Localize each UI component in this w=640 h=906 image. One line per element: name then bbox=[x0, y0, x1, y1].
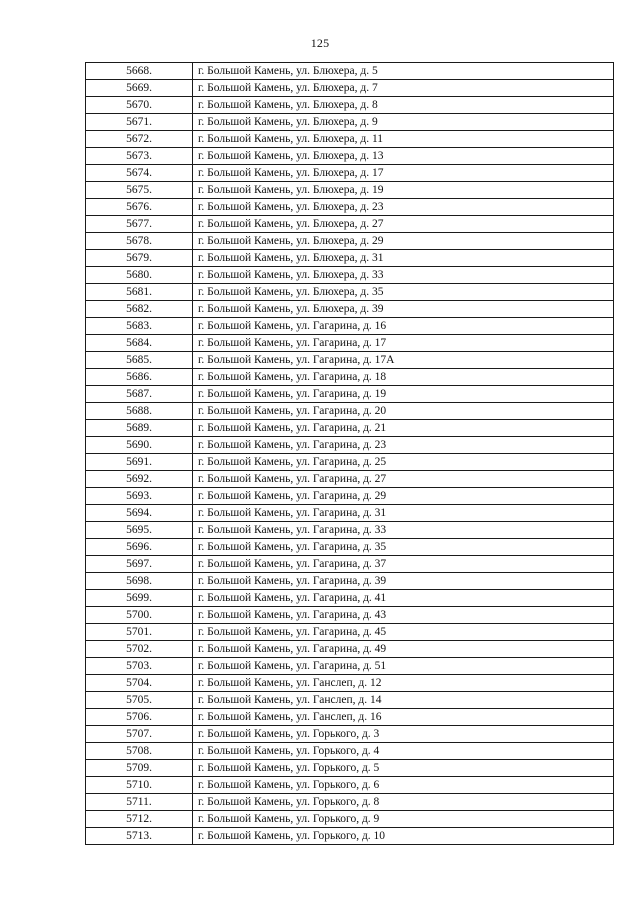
table-row bbox=[86, 777, 614, 794]
address-cell: г. Большой Камень, ул. Гагарина, д. 29 bbox=[193, 488, 614, 505]
table-row bbox=[86, 131, 614, 148]
row-number-cell: 5668. bbox=[86, 63, 193, 80]
row-number-cell: 5684. bbox=[86, 335, 193, 352]
address-cell: г. Большой Камень, ул. Блюхера, д. 35 bbox=[193, 284, 614, 301]
table-row bbox=[86, 760, 614, 777]
address-cell: г. Большой Камень, ул. Гагарина, д. 23 bbox=[193, 437, 614, 454]
row-number-cell: 5704. bbox=[86, 675, 193, 692]
address-cell: г. Большой Камень, ул. Гагарина, д. 35 bbox=[193, 539, 614, 556]
row-number-cell: 5675. bbox=[86, 182, 193, 199]
address-cell: г. Большой Камень, ул. Гагарина, д. 49 bbox=[193, 641, 614, 658]
table-row bbox=[86, 539, 614, 556]
address-cell: г. Большой Камень, ул. Блюхера, д. 11 bbox=[193, 131, 614, 148]
table-row bbox=[86, 692, 614, 709]
table-row bbox=[86, 335, 614, 352]
address-cell: г. Большой Камень, ул. Блюхера, д. 23 bbox=[193, 199, 614, 216]
address-table bbox=[85, 62, 614, 845]
table-row bbox=[86, 250, 614, 267]
page-number: 125 bbox=[310, 36, 330, 50]
address-cell: г. Большой Камень, ул. Блюхера, д. 39 bbox=[193, 301, 614, 318]
table-row bbox=[86, 794, 614, 811]
table-row bbox=[86, 624, 614, 641]
address-cell: г. Большой Камень, ул. Гагарина, д. 17А bbox=[193, 352, 614, 369]
table-row bbox=[86, 369, 614, 386]
row-number-cell: 5677. bbox=[86, 216, 193, 233]
address-cell: г. Большой Камень, ул. Гагарина, д. 18 bbox=[193, 369, 614, 386]
address-cell: г. Большой Камень, ул. Горького, д. 3 bbox=[193, 726, 614, 743]
address-cell: г. Большой Камень, ул. Гагарина, д. 37 bbox=[193, 556, 614, 573]
address-cell: г. Большой Камень, ул. Гагарина, д. 21 bbox=[193, 420, 614, 437]
row-number-cell: 5697. bbox=[86, 556, 193, 573]
address-cell: г. Большой Камень, ул. Гагарина, д. 25 bbox=[193, 454, 614, 471]
table-row bbox=[86, 590, 614, 607]
table-row bbox=[86, 301, 614, 318]
row-number-cell: 5690. bbox=[86, 437, 193, 454]
table-row bbox=[86, 63, 614, 80]
address-cell: г. Большой Камень, ул. Блюхера, д. 29 bbox=[193, 233, 614, 250]
table-row bbox=[86, 403, 614, 420]
row-number-cell: 5693. bbox=[86, 488, 193, 505]
address-cell: г. Большой Камень, ул. Ганслеп, д. 14 bbox=[193, 692, 614, 709]
row-number-cell: 5703. bbox=[86, 658, 193, 675]
address-cell: г. Большой Камень, ул. Гагарина, д. 20 bbox=[193, 403, 614, 420]
table-row bbox=[86, 216, 614, 233]
table-row bbox=[86, 607, 614, 624]
address-cell: г. Большой Камень, ул. Блюхера, д. 17 bbox=[193, 165, 614, 182]
address-cell: г. Большой Камень, ул. Гагарина, д. 27 bbox=[193, 471, 614, 488]
table-row bbox=[86, 97, 614, 114]
table-row bbox=[86, 148, 614, 165]
address-cell: г. Большой Камень, ул. Гагарина, д. 16 bbox=[193, 318, 614, 335]
address-cell: г. Большой Камень, ул. Горького, д. 5 bbox=[193, 760, 614, 777]
address-cell: г. Большой Камень, ул. Блюхера, д. 8 bbox=[193, 97, 614, 114]
row-number-cell: 5692. bbox=[86, 471, 193, 488]
row-number-cell: 5701. bbox=[86, 624, 193, 641]
row-number-cell: 5686. bbox=[86, 369, 193, 386]
table-row bbox=[86, 726, 614, 743]
table-row bbox=[86, 454, 614, 471]
address-cell: г. Большой Камень, ул. Блюхера, д. 7 bbox=[193, 80, 614, 97]
table-row bbox=[86, 437, 614, 454]
address-cell: г. Большой Камень, ул. Блюхера, д. 9 bbox=[193, 114, 614, 131]
table-row bbox=[86, 675, 614, 692]
table-row bbox=[86, 233, 614, 250]
address-cell: г. Большой Камень, ул. Блюхера, д. 27 bbox=[193, 216, 614, 233]
row-number-cell: 5685. bbox=[86, 352, 193, 369]
address-cell: г. Большой Камень, ул. Ганслеп, д. 12 bbox=[193, 675, 614, 692]
table-row bbox=[86, 505, 614, 522]
address-cell: г. Большой Камень, ул. Гагарина, д. 31 bbox=[193, 505, 614, 522]
address-cell: г. Большой Камень, ул. Горького, д. 6 bbox=[193, 777, 614, 794]
table-row bbox=[86, 828, 614, 845]
table-row bbox=[86, 556, 614, 573]
row-number-cell: 5682. bbox=[86, 301, 193, 318]
row-number-cell: 5673. bbox=[86, 148, 193, 165]
row-number-cell: 5680. bbox=[86, 267, 193, 284]
row-number-cell: 5681. bbox=[86, 284, 193, 301]
table-row bbox=[86, 709, 614, 726]
row-number-cell: 5698. bbox=[86, 573, 193, 590]
row-number-cell: 5713. bbox=[86, 828, 193, 845]
address-cell: г. Большой Камень, ул. Гагарина, д. 19 bbox=[193, 386, 614, 403]
address-cell: г. Большой Камень, ул. Гагарина, д. 33 bbox=[193, 522, 614, 539]
row-number-cell: 5710. bbox=[86, 777, 193, 794]
address-cell: г. Большой Камень, ул. Гагарина, д. 41 bbox=[193, 590, 614, 607]
row-number-cell: 5672. bbox=[86, 131, 193, 148]
address-cell: г. Большой Камень, ул. Ганслеп, д. 16 bbox=[193, 709, 614, 726]
row-number-cell: 5689. bbox=[86, 420, 193, 437]
table-row bbox=[86, 420, 614, 437]
row-number-cell: 5687. bbox=[86, 386, 193, 403]
address-cell: г. Большой Камень, ул. Горького, д. 9 bbox=[193, 811, 614, 828]
row-number-cell: 5706. bbox=[86, 709, 193, 726]
row-number-cell: 5709. bbox=[86, 760, 193, 777]
row-number-cell: 5699. bbox=[86, 590, 193, 607]
table-row bbox=[86, 114, 614, 131]
table-row bbox=[86, 488, 614, 505]
row-number-cell: 5671. bbox=[86, 114, 193, 131]
row-number-cell: 5679. bbox=[86, 250, 193, 267]
table-row bbox=[86, 641, 614, 658]
row-number-cell: 5691. bbox=[86, 454, 193, 471]
address-cell: г. Большой Камень, ул. Блюхера, д. 13 bbox=[193, 148, 614, 165]
table-row bbox=[86, 471, 614, 488]
table-row bbox=[86, 573, 614, 590]
table-row bbox=[86, 658, 614, 675]
table-row bbox=[86, 165, 614, 182]
address-cell: г. Большой Камень, ул. Блюхера, д. 5 bbox=[193, 63, 614, 80]
row-number-cell: 5705. bbox=[86, 692, 193, 709]
row-number-cell: 5694. bbox=[86, 505, 193, 522]
row-number-cell: 5707. bbox=[86, 726, 193, 743]
table-row bbox=[86, 318, 614, 335]
row-number-cell: 5683. bbox=[86, 318, 193, 335]
address-cell: г. Большой Камень, ул. Гагарина, д. 51 bbox=[193, 658, 614, 675]
row-number-cell: 5670. bbox=[86, 97, 193, 114]
table-row bbox=[86, 284, 614, 301]
table-row bbox=[86, 352, 614, 369]
table-row bbox=[86, 80, 614, 97]
address-cell: г. Большой Камень, ул. Горького, д. 10 bbox=[193, 828, 614, 845]
address-table-body bbox=[86, 63, 614, 845]
table-row bbox=[86, 522, 614, 539]
address-cell: г. Большой Камень, ул. Горького, д. 8 bbox=[193, 794, 614, 811]
row-number-cell: 5708. bbox=[86, 743, 193, 760]
address-cell: г. Большой Камень, ул. Блюхера, д. 19 bbox=[193, 182, 614, 199]
row-number-cell: 5669. bbox=[86, 80, 193, 97]
address-cell: г. Большой Камень, ул. Гагарина, д. 17 bbox=[193, 335, 614, 352]
table-row bbox=[86, 182, 614, 199]
table-row bbox=[86, 743, 614, 760]
row-number-cell: 5678. bbox=[86, 233, 193, 250]
address-cell: г. Большой Камень, ул. Гагарина, д. 45 bbox=[193, 624, 614, 641]
row-number-cell: 5696. bbox=[86, 539, 193, 556]
address-cell: г. Большой Камень, ул. Горького, д. 4 bbox=[193, 743, 614, 760]
address-cell: г. Большой Камень, ул. Гагарина, д. 43 bbox=[193, 607, 614, 624]
table-row bbox=[86, 199, 614, 216]
row-number-cell: 5700. bbox=[86, 607, 193, 624]
address-cell: г. Большой Камень, ул. Блюхера, д. 33 bbox=[193, 267, 614, 284]
row-number-cell: 5674. bbox=[86, 165, 193, 182]
table-row bbox=[86, 386, 614, 403]
row-number-cell: 5711. bbox=[86, 794, 193, 811]
row-number-cell: 5712. bbox=[86, 811, 193, 828]
row-number-cell: 5676. bbox=[86, 199, 193, 216]
table-row bbox=[86, 811, 614, 828]
table-row bbox=[86, 267, 614, 284]
row-number-cell: 5702. bbox=[86, 641, 193, 658]
address-cell: г. Большой Камень, ул. Блюхера, д. 31 bbox=[193, 250, 614, 267]
row-number-cell: 5688. bbox=[86, 403, 193, 420]
address-cell: г. Большой Камень, ул. Гагарина, д. 39 bbox=[193, 573, 614, 590]
row-number-cell: 5695. bbox=[86, 522, 193, 539]
